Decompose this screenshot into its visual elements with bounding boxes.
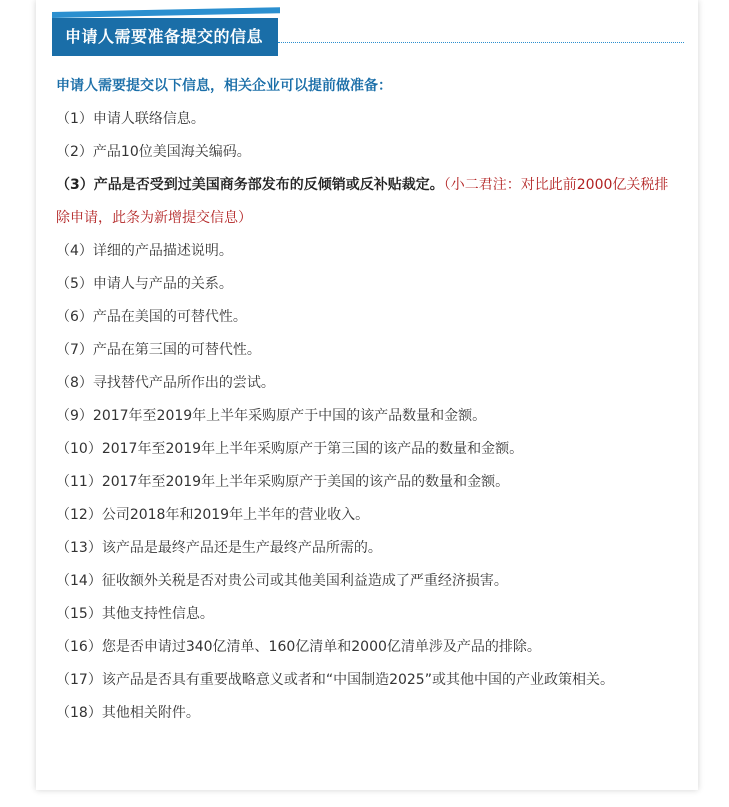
header-dotted-rule: [278, 42, 684, 43]
list-item-7: （7）产品在第三国的可替代性。: [56, 342, 261, 358]
intro-text: 申请人需要提交以下信息，相关企业可以提前做准备：: [56, 78, 392, 94]
article-content: [56, 70, 680, 730]
list-item-5: （5）申请人与产品的关系。: [56, 276, 233, 292]
list-item-9: （9）2017年至2019年上半年采购原产于中国的该产品数量和金额。: [56, 408, 487, 424]
list-item-1: （1）申请人联络信息。: [56, 111, 205, 127]
header-accent-stripe: [52, 7, 280, 18]
list-item-8: （8）寻找替代产品所作出的尝试。: [56, 375, 275, 391]
list-item-11: （11）2017年至2019年上半年采购原产于美国的该产品的数量和金额。: [56, 474, 510, 490]
list-item-4: （4）详细的产品描述说明。: [56, 243, 233, 259]
list-item-6: （6）产品在美国的可替代性。: [56, 309, 247, 325]
editor-note: （小二君注：对比此前2000亿关税排除申请，此条为新增提交信息）: [56, 177, 669, 226]
list-item-10: （10）2017年至2019年上半年采购原产于第三国的该产品的数量和金额。: [56, 441, 524, 457]
list-item-2: （2）产品10位美国海关编码。: [56, 144, 251, 160]
list-item-18: （18）其他相关附件。: [56, 705, 200, 721]
list-item-12: （12）公司2018年和2019年上半年的营业收入。: [56, 507, 370, 523]
list-item-15: （15）其他支持性信息。: [56, 606, 214, 622]
article-card: [36, 0, 698, 790]
list-item-16: （16）您是否申请过340亿清单、160亿清单和2000亿清单涉及产品的排除。: [56, 639, 541, 655]
section-title: 申请人需要准备提交的信息: [65, 27, 264, 46]
list-item-3-text: （3）产品是否受到过美国商务部发布的反倾销或反补贴裁定。: [56, 177, 444, 193]
list-item-13: （13）该产品是最终产品还是生产最终产品所需的。: [56, 540, 382, 556]
list-item-14: （14）征收额外关税是否对贵公司或其他美国利益造成了严重经济损害。: [56, 573, 508, 589]
list-item-3: [56, 169, 680, 235]
list-item-17: （17）该产品是否具有重要战略意义或者和“中国制造2025”或其他中国的产业政策相关。: [56, 672, 614, 688]
